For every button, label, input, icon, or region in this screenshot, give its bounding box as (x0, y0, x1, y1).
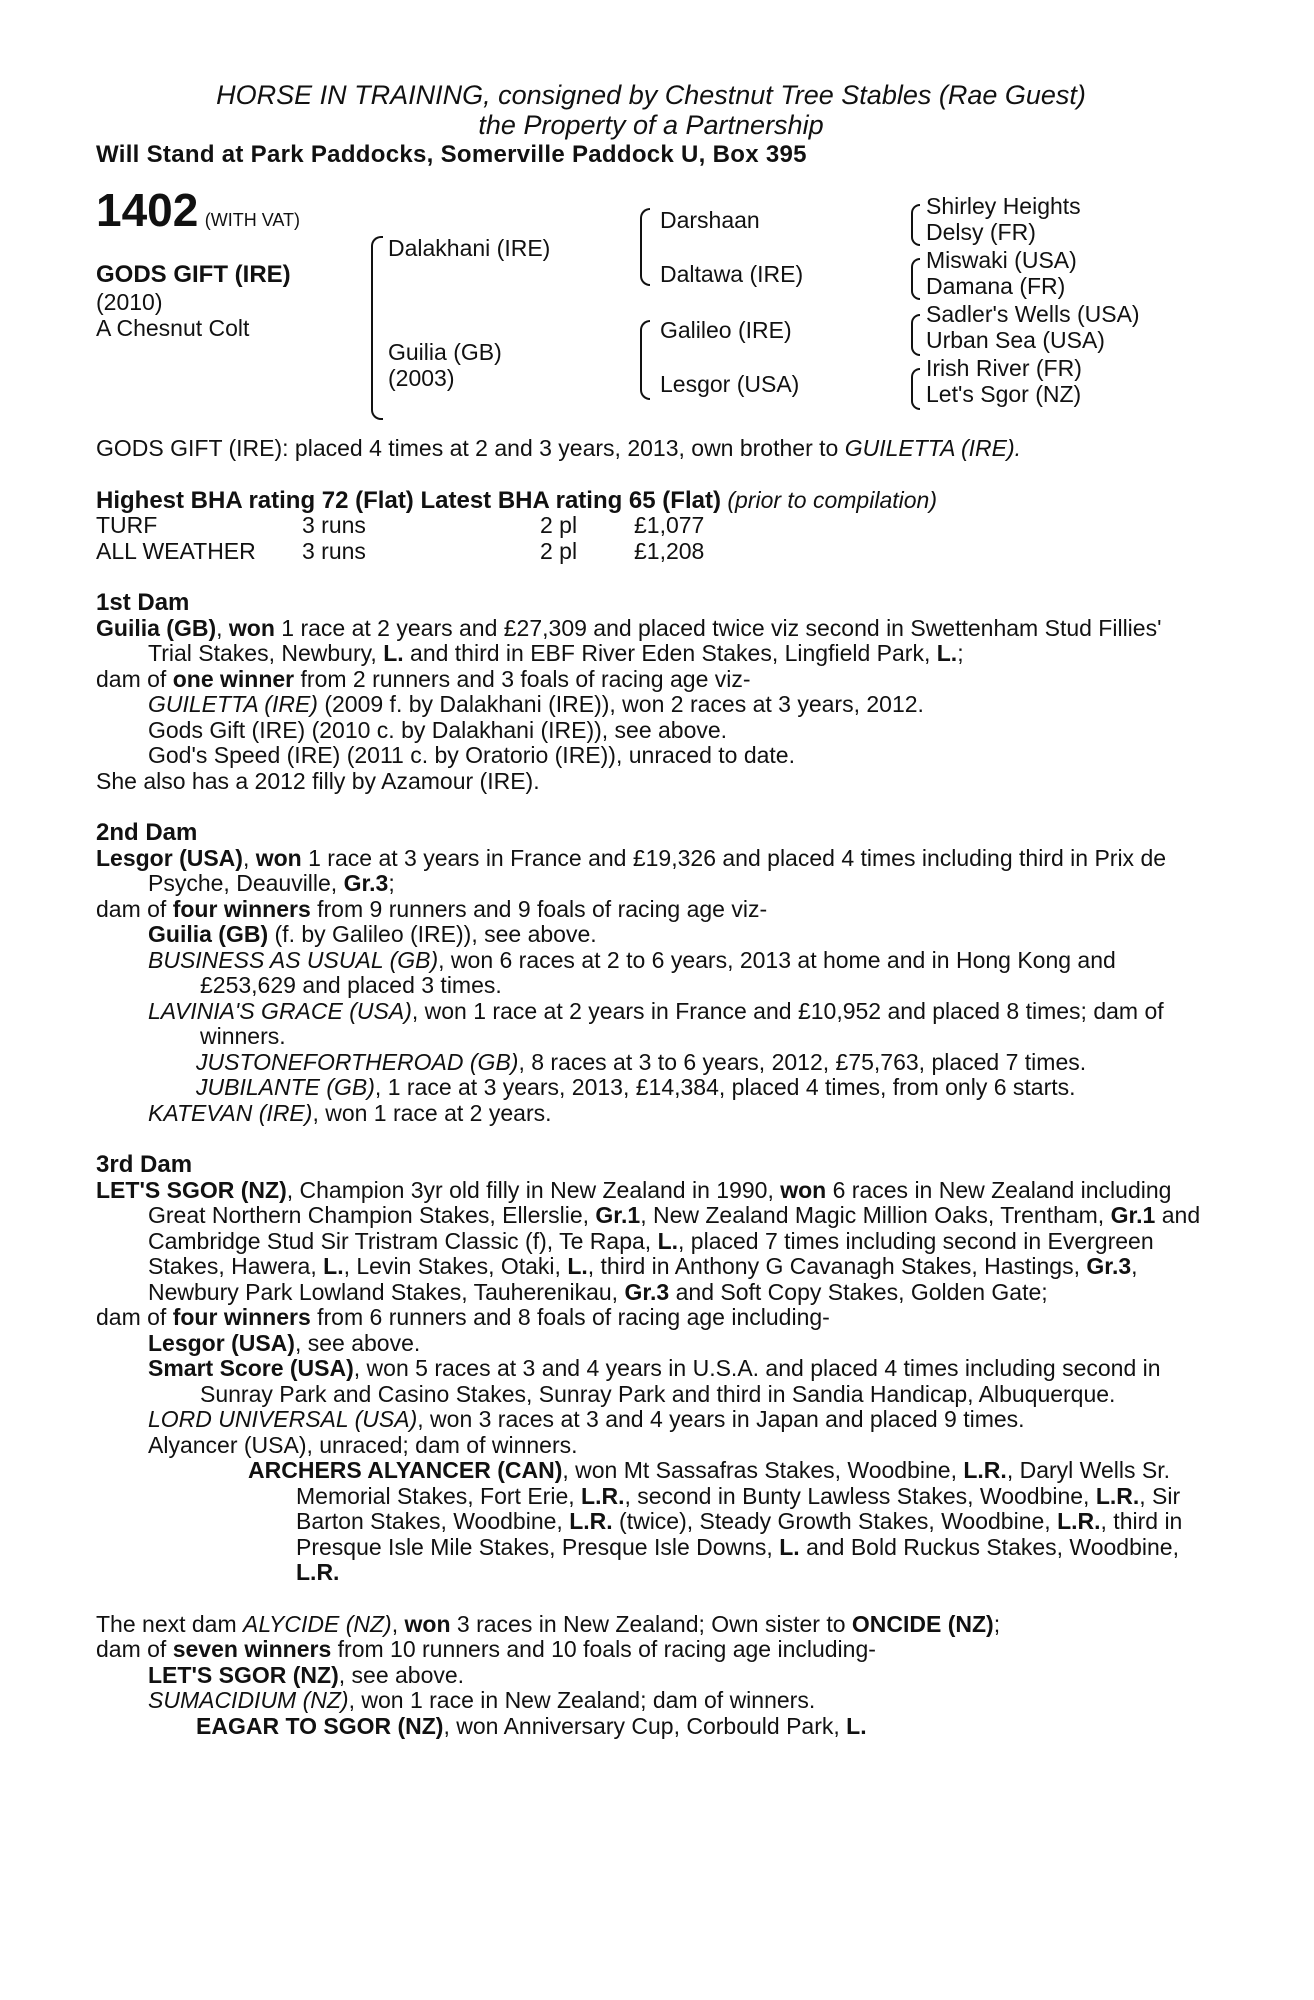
gg-6: Urban Sea (USA) (926, 327, 1105, 353)
header-line-1: HORSE IN TRAINING, consigned by Chestnut Tree Stables (Rae Guest) (216, 80, 1086, 110)
dam1-produce-3: God's Speed (IRE) (2011 c. by Oratorio (IRE)), unraced to date. (148, 742, 795, 768)
pedigree-table (96, 184, 1206, 436)
horse-year: (2010) (96, 289, 163, 315)
dam3-record: LET'S SGOR (NZ), Champion 3yr old filly in New Zealand in 1990, won 6 races in New Zealand including Great Northern Champion Stakes, Ellerslie, Gr.1, New Zealand Magic Million Oaks, Trentham, Gr.1 and Cambridge Stud Sir Tristram Classic (f), Te Rapa, L., placed 7 times including second in Evergreen Stakes, Hawera, L., Levin Stakes, Otaki, L., third in Anthony G Cavanagh Stakes, Hastings, Gr.3, Newbury Park Lowland Stakes, Tauherenikau, Gr.3 and Soft Copy Stakes, Golden Gate; (96, 1176, 1201, 1305)
dam3-produce-3: LORD UNIVERSAL (USA), won 3 races at 3 and 4 years in Japan and placed 9 times. (148, 1406, 1025, 1432)
stat-money: £1,208 (634, 537, 705, 564)
stat-surface: ALL WEATHER (96, 537, 256, 564)
dam2-produce-1: Guilia (GB) (f. by Galileo (IRE)), see above. (148, 921, 597, 947)
dam-sire: Galileo (IRE) (660, 317, 792, 343)
sire: Dalakhani (IRE) (388, 235, 551, 261)
horse-name: GODS GIFT (IRE) (96, 261, 291, 288)
summary-text: GODS GIFT (IRE): placed 4 times at 2 and 3 years, 2013, own brother to (96, 435, 839, 461)
dam1-produce-intro: dam of one winner from 2 runners and 3 foals of racing age viz- (96, 665, 751, 692)
header-line-2: the Property of a Partnership (478, 110, 824, 140)
dam1-produce-1: GUILETTA (IRE) (2009 f. by Dalakhani (IRE)), won 2 races at 3 years, 2012. (148, 691, 924, 717)
dam2-produce-4: KATEVAN (IRE), won 1 race at 2 years. (148, 1099, 552, 1126)
brace-g3 (911, 314, 920, 356)
next-dam-grand-1: EAGAR TO SGOR (NZ), won Anniversary Cup, Corbould Park, L. (196, 1712, 867, 1739)
gg-5: Sadler's Wells (USA) (926, 301, 1140, 327)
stat-placed: 2 pl (540, 537, 578, 564)
gg-1: Shirley Heights (926, 193, 1081, 219)
stat-placed: 2 pl (540, 512, 578, 538)
dam3-produce-2: Smart Score (USA), won 5 races at 3 and 4 years in U.S.A. and placed 4 times including second in Sunray Park and Casino Stakes, Sunray Park and third in Sandia Handicap, Albuquerque. (148, 1355, 1161, 1407)
dam1-also: She also has a 2012 filly by Azamour (IRE). (96, 767, 540, 794)
next-dam-produce-1: LET'S SGOR (NZ), see above. (148, 1661, 465, 1688)
dam1-record: Guilia (GB), won 1 race at 2 years and £27,309 and placed twice viz second in Swettenham Stud Fillies' Trial Stakes, Newbury, L. and third in EBF River Eden Stakes, Lingfield Park, L.; (96, 614, 1162, 666)
dam3-produce-intro: dam of four winners from 6 runners and 8 foals of racing age including- (96, 1304, 830, 1330)
lot-number-line (96, 184, 301, 236)
catalogue-page (96, 80, 1206, 1739)
dam2-record: Lesgor (USA), won 1 race at 3 years in France and £19,326 and placed 4 times including third in Prix de Psyche, Deauville, Gr.3; (96, 844, 1167, 896)
horse-description: A Chesnut Colt (96, 315, 250, 341)
dam2-grand-1: JUSTONEFORTHEROAD (GB), 8 races at 3 to 6 years, 2012, £75,763, placed 7 times. (196, 1048, 1087, 1075)
dam-dam: Lesgor (USA) (660, 371, 800, 397)
gg-3: Miswaki (USA) (926, 247, 1077, 273)
brace-sire (640, 208, 650, 286)
dam2-heading: 2nd Dam (96, 819, 198, 846)
stat-surface: TURF (96, 512, 158, 538)
dam2-grand-2: JUBILANTE (GB), 1 race at 3 years, 2013, £14,384, placed 4 times, from only 6 starts. (196, 1074, 1076, 1100)
dam3-heading: 3rd Dam (96, 1151, 193, 1178)
next-dam-record: The next dam ALYCIDE (NZ), won 3 races in New Zealand; Own sister to ONCIDE (NZ); (96, 1610, 1001, 1637)
stat-money: £1,077 (634, 512, 705, 538)
dam2-produce-3: LAVINIA'S GRACE (USA), won 1 race at 2 years in France and £10,952 and placed 8 times; dam of winners. (148, 997, 1164, 1049)
stats-row-turf (96, 513, 1206, 539)
rating-line (96, 488, 1206, 514)
brace-g2 (911, 258, 920, 300)
sire-dam: Daltawa (IRE) (660, 261, 804, 287)
sire-sire: Darshaan (660, 207, 760, 233)
dam3-produce-4: Alyancer (USA), unraced; dam of winners. (148, 1431, 578, 1458)
gg-7: Irish River (FR) (926, 355, 1082, 381)
gg-4: Damana (FR) (926, 273, 1066, 299)
brace-g1 (911, 204, 920, 246)
stats-row-all-weather (96, 539, 1206, 565)
dam3-grand-1: ARCHERS ALYANCER (CAN), won Mt Sassafras Stakes, Woodbine, L.R., Daryl Wells Sr. Memorial Stakes, Fort Erie, L.R., second in Bunty Lawless Stakes, Woodbine, L.R., Sir Barton Stakes, Woodbine, L.R. (twice), Steady Growth Stakes, Woodbine, L.R., third in Presque Isle Mile Stakes, Presque Isle Downs, L. and Bold Ruckus Stakes, Woodbine, L.R. (248, 1457, 1183, 1585)
dam-year: (2003) (388, 365, 455, 391)
brace-parents (371, 236, 383, 420)
summary-brother: GUILETTA (IRE). (844, 435, 1022, 461)
dam3-produce-1: Lesgor (USA), see above. (148, 1329, 421, 1356)
dam2-produce-intro: dam of four winners from 9 runners and 9 foals of racing age viz- (96, 895, 768, 922)
race-summary (96, 436, 1206, 462)
brace-g4 (911, 368, 920, 410)
dam: Guilia (GB) (388, 339, 502, 365)
header-line-3: Will Stand at Park Paddocks, Somerville Paddock U, Box 395 (96, 141, 807, 168)
dam2-produce-2: BUSINESS AS USUAL (GB), won 6 races at 2 to 6 years, 2013 at home and in Hong Kong and £253,629 and placed 3 times. (148, 946, 1116, 998)
lot-number: 1402 (96, 184, 199, 236)
vat-note: (WITH VAT) (204, 210, 301, 230)
next-dam-produce-intro: dam of seven winners from 10 runners and 10 foals of racing age including- (96, 1636, 876, 1662)
brace-dam (640, 320, 650, 400)
dam1-produce-2: Gods Gift (IRE) (2010 c. by Dalakhani (IRE)), see above. (148, 716, 728, 743)
gg-2: Delsy (FR) (926, 219, 1036, 245)
rating-note: (prior to compilation) (727, 486, 937, 513)
dam1-heading: 1st Dam (96, 589, 190, 616)
stat-runs: 3 runs (302, 512, 366, 538)
stat-runs: 3 runs (302, 537, 366, 564)
next-dam-produce-2: SUMACIDIUM (NZ), won 1 race in New Zealand; dam of winners. (148, 1687, 816, 1713)
rating-label: Highest BHA rating 72 (Flat) Latest BHA rating 65 (Flat) (96, 486, 721, 514)
gg-8: Let's Sgor (NZ) (926, 381, 1082, 407)
